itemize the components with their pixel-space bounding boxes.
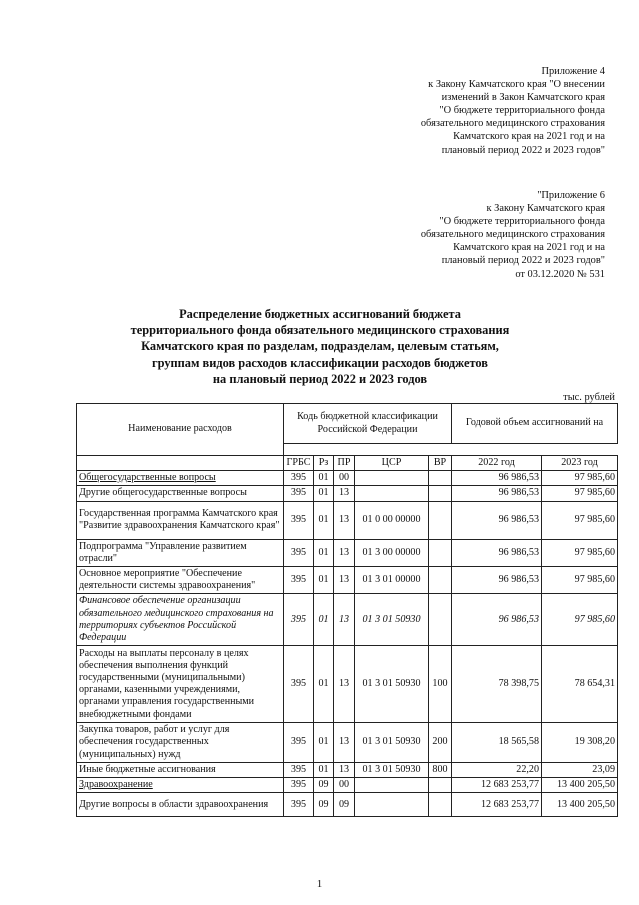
header-y2022: 2022 год	[452, 456, 542, 471]
cell-rz: 09	[314, 778, 334, 793]
text-line: Камчатского края по разделам, подразделам, целевым статьям,	[141, 339, 499, 354]
header-volume: Годовой объем ассигнований на	[452, 404, 618, 444]
cell-y2022: 78 398,75	[452, 646, 542, 723]
cell-rz: 01	[314, 539, 334, 566]
cell-name: Другие вопросы в области здравоохранения	[77, 793, 284, 817]
text-line: плановый период 2022 и 2023 годов"	[441, 144, 605, 156]
cell-grbs: 395	[284, 646, 314, 723]
cell-grbs: 395	[284, 486, 314, 501]
cell-y2023: 97 985,60	[542, 471, 618, 486]
text-line: к Закону Камчатского края "О внесении	[428, 79, 605, 91]
cell-pr: 00	[334, 471, 355, 486]
text-line: территориального фонда обязательного медицинского страхования	[130, 323, 510, 338]
header-name: Наименование расходов	[77, 404, 284, 456]
cell-name: Закупка товаров, работ и услуг для обеспечения государственных (муниципальных) нужд	[77, 723, 284, 763]
table-row	[77, 594, 618, 646]
cell-csr: 01 3 01 50930	[355, 646, 429, 723]
cell-rz: 01	[314, 486, 334, 501]
annex-4-header	[421, 65, 605, 157]
table-row	[77, 778, 618, 793]
text-line: обязательного медицинского страхования	[420, 229, 605, 241]
cell-y2022: 22,20	[452, 762, 542, 777]
cell-pr: 09	[334, 793, 355, 817]
text-line: Камчатского края на 2021 год и на	[453, 131, 605, 143]
cell-csr	[355, 778, 429, 793]
cell-csr: 01 0 00 00000	[355, 501, 429, 539]
table-row	[77, 762, 618, 777]
text-line: "Приложение 6	[537, 190, 605, 201]
cell-grbs: 395	[284, 501, 314, 539]
cell-vr: 800	[429, 762, 452, 777]
text-line: Распределение бюджетных ассигнований бюджета	[179, 307, 461, 321]
table-row	[77, 539, 618, 566]
cell-csr: 01 3 00 00000	[355, 539, 429, 566]
cell-pr: 13	[334, 501, 355, 539]
table-row	[77, 567, 618, 594]
cell-rz: 01	[314, 594, 334, 646]
cell-y2023: 97 985,60	[542, 594, 618, 646]
cell-grbs: 395	[284, 567, 314, 594]
table-row	[77, 501, 618, 539]
cell-name: Иные бюджетные ассигнования	[77, 762, 284, 777]
cell-csr	[355, 486, 429, 501]
header-grbs: ГРБС	[284, 456, 314, 471]
cell-rz: 01	[314, 723, 334, 763]
cell-vr	[429, 594, 452, 646]
cell-grbs: 395	[284, 778, 314, 793]
cell-pr: 13	[334, 594, 355, 646]
text-line: плановый период 2022 и 2023 годов"	[441, 255, 605, 267]
table-row	[77, 723, 618, 763]
cell-y2023: 23,09	[542, 762, 618, 777]
cell-vr	[429, 778, 452, 793]
header-vr: ВР	[429, 456, 452, 471]
cell-vr: 100	[429, 646, 452, 723]
header-csr: ЦСР	[355, 456, 429, 471]
cell-name: Здравоохранение	[77, 778, 284, 793]
cell-y2022: 12 683 253,77	[452, 778, 542, 793]
cell-name: Основное мероприятие "Обеспечение деятельности системы здравоохранения"	[77, 567, 284, 594]
cell-csr: 01 3 01 50930	[355, 762, 429, 777]
cell-grbs: 395	[284, 471, 314, 486]
text-line: "О бюджете территориального фонда	[439, 105, 605, 117]
text-line: группам видов расходов классификации расходов бюджетов	[151, 355, 489, 370]
cell-vr	[429, 793, 452, 817]
cell-y2023: 13 400 205,50	[542, 793, 618, 817]
cell-y2022: 96 986,53	[452, 567, 542, 594]
cell-pr: 13	[334, 486, 355, 501]
annex-6-header	[421, 189, 605, 281]
text-line: обязательного медицинского страхования	[420, 118, 605, 130]
table-subheader-row	[77, 456, 618, 471]
cell-y2023: 97 985,60	[542, 567, 618, 594]
cell-name: Финансовое обеспечение организации обязательного медицинского страхования на территориях субъектов Российской Федерации	[77, 594, 284, 646]
cell-pr: 13	[334, 762, 355, 777]
text-line: от 03.12.2020 № 531	[515, 268, 605, 280]
cell-name: Другие общегосударственные вопросы	[77, 486, 284, 501]
text-line: "О бюджете территориального фонда	[439, 216, 605, 228]
text-line: изменений в Закон Камчатского края	[441, 92, 605, 104]
cell-name: Государственная программа Камчатского края "Развитие здравоохранения Камчатского края"	[77, 501, 284, 539]
cell-rz: 01	[314, 501, 334, 539]
table-row	[77, 486, 618, 501]
cell-rz: 01	[314, 762, 334, 777]
cell-y2022: 96 986,53	[452, 471, 542, 486]
header-y2023: 2023 год	[542, 456, 618, 471]
cell-name: Расходы на выплаты персоналу в целях обеспечения выполнения функций государственными (муниципальными) органами, казенными учреждениями, органами управления государственными внебюджетными фондами	[77, 646, 284, 723]
header-empty	[77, 456, 284, 471]
text-line: к Закону Камчатского края	[486, 203, 605, 215]
cell-y2023: 19 308,20	[542, 723, 618, 763]
cell-y2023: 97 985,60	[542, 501, 618, 539]
table-row	[77, 471, 618, 486]
header-pr: ПР	[334, 456, 355, 471]
cell-grbs: 395	[284, 762, 314, 777]
cell-vr	[429, 539, 452, 566]
cell-y2023: 97 985,60	[542, 539, 618, 566]
cell-rz: 09	[314, 793, 334, 817]
budget-table	[76, 403, 618, 817]
cell-y2023: 78 654,31	[542, 646, 618, 723]
units-label: тыс. рублей	[563, 392, 615, 403]
cell-vr	[429, 567, 452, 594]
cell-rz: 01	[314, 471, 334, 486]
cell-vr: 200	[429, 723, 452, 763]
cell-csr	[355, 471, 429, 486]
cell-csr: 01 3 01 00000	[355, 567, 429, 594]
cell-grbs: 395	[284, 793, 314, 817]
cell-name: Подпрограмма "Управление развитием отрасли"	[77, 539, 284, 566]
table-row	[77, 793, 618, 817]
table-header-row	[77, 404, 618, 444]
cell-y2022: 12 683 253,77	[452, 793, 542, 817]
text-line: Приложение 4	[541, 66, 605, 77]
cell-y2022: 18 565,58	[452, 723, 542, 763]
cell-csr: 01 3 01 50930	[355, 723, 429, 763]
cell-rz: 01	[314, 646, 334, 723]
table-row	[77, 646, 618, 723]
header-rz: Рз	[314, 456, 334, 471]
cell-pr: 13	[334, 567, 355, 594]
cell-y2022: 96 986,53	[452, 594, 542, 646]
cell-pr: 13	[334, 539, 355, 566]
cell-vr	[429, 471, 452, 486]
table-body	[77, 471, 618, 817]
cell-y2023: 13 400 205,50	[542, 778, 618, 793]
cell-y2023: 97 985,60	[542, 486, 618, 501]
cell-pr: 13	[334, 723, 355, 763]
cell-csr: 01 3 01 50930	[355, 594, 429, 646]
cell-grbs: 395	[284, 594, 314, 646]
cell-vr	[429, 501, 452, 539]
cell-grbs: 395	[284, 723, 314, 763]
cell-pr: 00	[334, 778, 355, 793]
cell-pr: 13	[334, 646, 355, 723]
text-line: на плановый период 2022 и 2023 годов	[212, 371, 428, 386]
text-line: Камчатского края на 2021 год и на	[453, 242, 605, 254]
cell-csr	[355, 793, 429, 817]
cell-grbs: 395	[284, 539, 314, 566]
cell-rz: 01	[314, 567, 334, 594]
cell-y2022: 96 986,53	[452, 539, 542, 566]
cell-y2022: 96 986,53	[452, 486, 542, 501]
document-title	[60, 306, 580, 387]
cell-vr	[429, 486, 452, 501]
page-number: 1	[316, 878, 323, 890]
cell-name: Общегосударственные вопросы	[77, 471, 284, 486]
header-codes: Кодь бюджетной классификации Российской Федерации	[284, 404, 452, 444]
cell-y2022: 96 986,53	[452, 501, 542, 539]
